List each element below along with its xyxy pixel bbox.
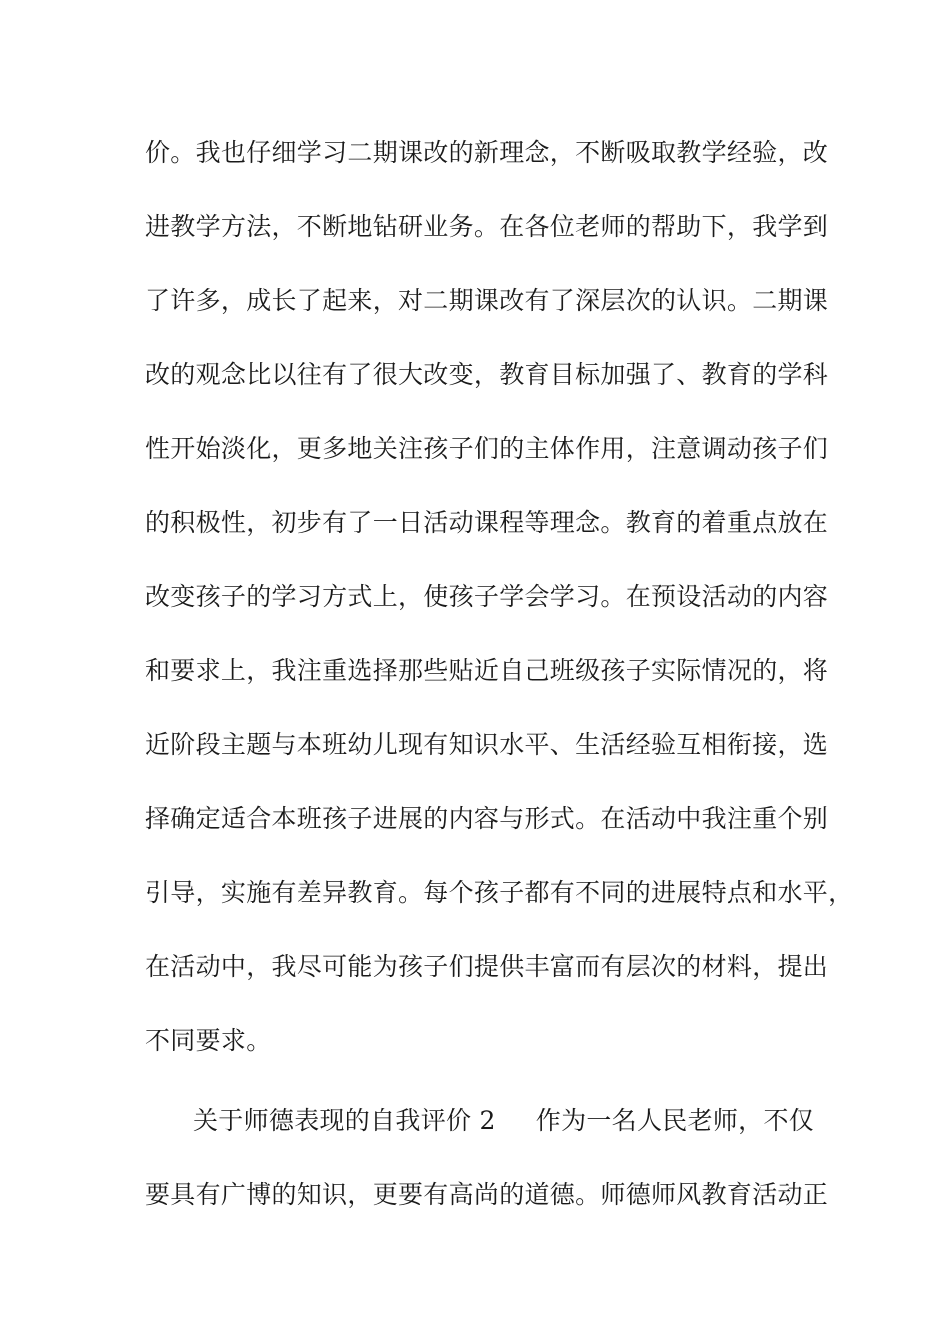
text-line-5: 性开始淡化，更多地关注孩子们的主体作用，注意调动孩子们 [145,434,829,463]
text-line-10: 择确定适合本班孩子进展的内容与形式。在活动中我注重个别 [145,804,829,833]
text-line-4: 改的观念比以往有了很大改变，教育目标加强了、教育的学科 [145,360,829,389]
text-line-3: 了许多，成长了起来，对二期课改有了深层次的认识。二期课 [145,286,829,315]
text-line-6: 的积极性，初步有了一日活动课程等理念。教育的着重点放在 [145,508,829,537]
text-line-1: 价。我也仔细学习二期课改的新理念，不断吸取教学经验，改 [145,138,829,167]
text-line-7: 改变孩子的学习方式上，使孩子学会学习。在预设活动的内容 [145,582,829,611]
text-line-11: 引导，实施有差异教育。每个孩子都有不同的进展特点和水平， [145,878,854,907]
text-line-9: 近阶段主题与本班幼儿现有知识水平、生活经验互相衔接，选 [145,730,829,759]
section-heading-line [193,1105,814,1137]
text-line-13: 不同要求。 [145,1026,272,1055]
text-line-2: 进教学方法，不断地钻研业务。在各位老师的帮助下，我学到 [145,212,829,241]
section-text-line-1: 要具有广博的知识，更要有高尚的道德。师德师风教育活动正 [145,1180,829,1209]
section-first-line: 作为一名人民老师，不仅 [535,1106,815,1135]
text-line-8: 和要求上，我注重选择那些贴近自己班级孩子实际情况的，将 [145,656,829,685]
text-line-12: 在活动中，我尽可能为孩子们提供丰富而有层次的材料，提出 [145,952,829,981]
section-title: 关于师德表现的自我评价 2 [193,1106,496,1135]
